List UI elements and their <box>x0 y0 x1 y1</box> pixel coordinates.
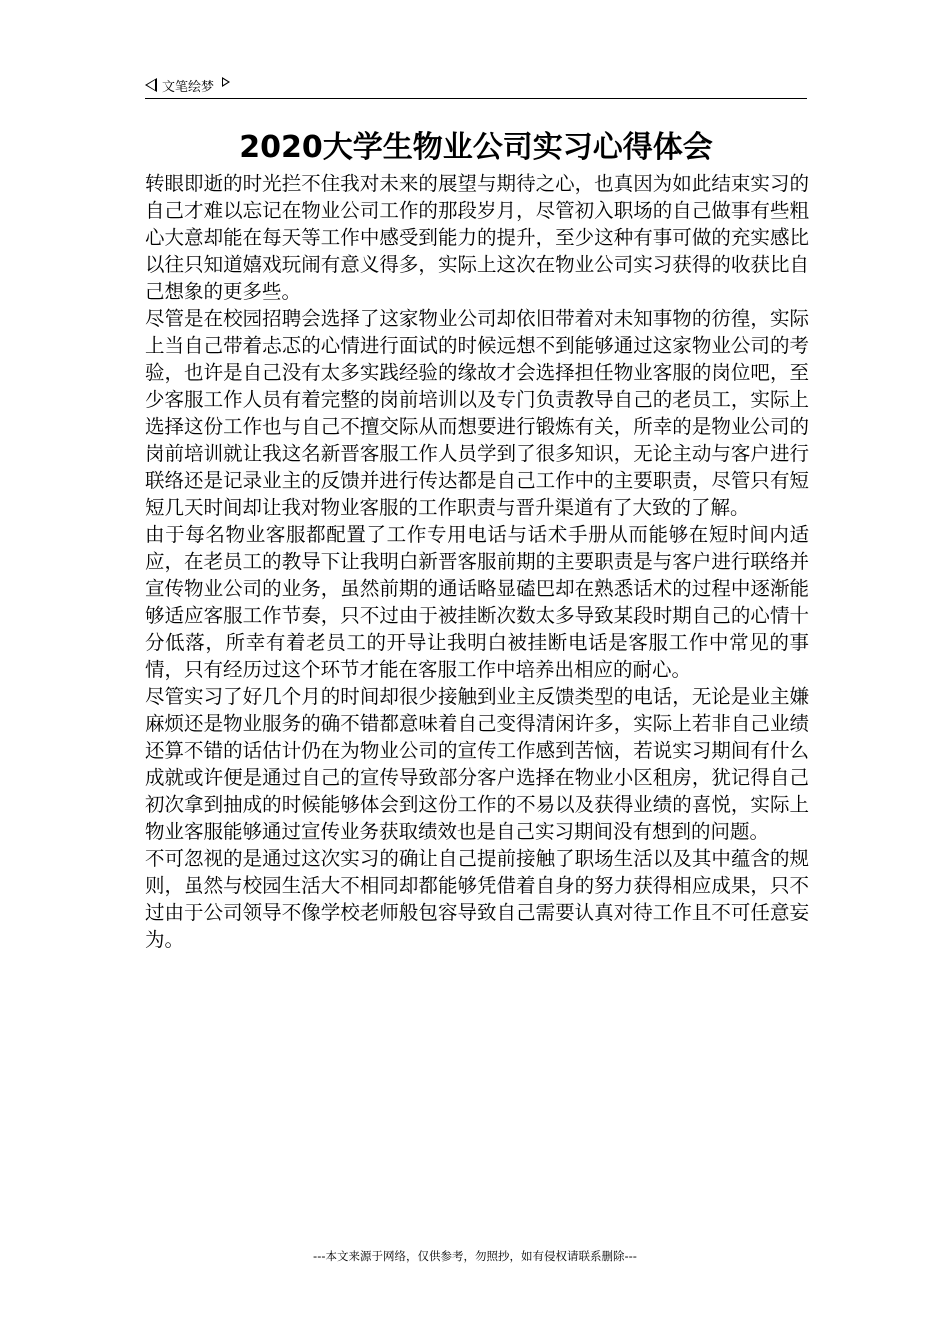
paragraph-2: 尽管是在校园招聘会选择了这家物业公司却依旧带着对未知事物的彷徨，实际上当自己带着忐忑的心情进行面试的时候远想不到能够通过这家物业公司的考验，也许是自己没有太多实践经验的缘故才会选择担任物业客服的岗位吧，至少客服工作人员有着完整的岗前培训以及专门负责教导自己的老员工，实际上选择这份工作也与自己不擅交际从而想要进行锻炼有关，所幸的是物业公司的岗前培训就让我这名新晋客服工作人员学到了很多知识，无论主动与客户进行联络还是记录业主的反馈并进行传达都是自己工作中的主要职责，尽管只有短短几天时间却让我对物业客服的工作职责与晋升渠道有了大致的了解。 <box>145 307 809 519</box>
header-label: 文笔绘梦 <box>162 79 215 95</box>
page-footer: ---本文来源于网络，仅供参考，勿照抄，如有侵权请联系删除--- <box>313 1249 637 1263</box>
paragraph-4: 尽管实习了好几个月的时间却很少接触到业主反馈类型的电话，无论是业主嫌麻烦还是物业服务的确不错都意味着自己变得清闲许多，实际上若非自己业绩还算不错的话估计仍在为物业公司的宣传工作感到苦恼，若说实习期间有什么成就或许便是通过自己的宣传导致部分客户选择在物业小区租房，犹记得自己初次拿到抽成的时候能够体会到这份工作的不易以及获得业绩的喜悦，实际上物业客服能够通过宣传业务获取绩效也是自己实习期间没有想到的问题。 <box>145 685 809 843</box>
paragraph-1: 转眼即逝的时光拦不住我对未来的展望与期待之心，也真因为如此结束实习的自己才难以忘记在物业公司工作的那段岁月，尽管初入职场的自己做事有些粗心大意却能在每天等工作中感受到能力的提升，至少这种有事可做的充实感比以往只知道嬉戏玩闹有意义得多，实际上这次在物业公司实习获得的收获比自己想象的更多些。 <box>145 172 809 303</box>
document-body <box>145 170 809 953</box>
page-header <box>145 74 807 99</box>
right-triangle-icon <box>222 77 230 87</box>
header-inner <box>145 74 807 96</box>
paragraph-5: 不可忽视的是通过这次实习的确让自己提前接触了职场生活以及其中蕴含的规则，虽然与校园生活大不相同却都能够凭借着自身的努力获得相应成果，只不过由于公司领导不像学校老师般包容导致自己需要认真对待工作且不可任意妄为。 <box>145 847 809 951</box>
left-triangle-icon <box>145 78 157 92</box>
paragraph-3: 由于每名物业客服都配置了工作专用电话与话术手册从而能够在短时间内适应，在老员工的教导下让我明白新晋客服前期的主要职责是与客户进行联络并宣传物业公司的业务，虽然前期的通话略显磕巴却在熟悉话术的过程中逐渐能够适应客服工作节奏，只不过由于被挂断次数太多导致某段时期自己的心情十分低落，所幸有着老员工的开导让我明白被挂断电话是客服工作中常见的事情，只有经历过这个环节才能在客服工作中培养出相应的耐心。 <box>145 523 809 681</box>
document-title: 2020大学生物业公司实习心得体会 <box>239 130 713 165</box>
